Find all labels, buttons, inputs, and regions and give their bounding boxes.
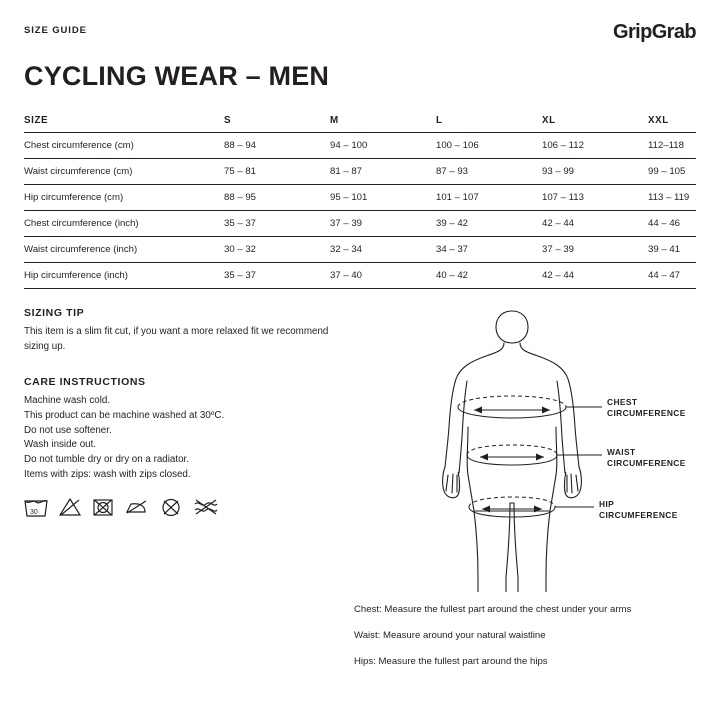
cell: 106 – 112 <box>542 133 648 159</box>
cell: 40 – 42 <box>436 263 542 289</box>
table-row <box>24 159 696 185</box>
left-column <box>24 307 354 681</box>
cell: 100 – 106 <box>436 133 542 159</box>
row-label: Hip circumference (inch) <box>24 263 224 289</box>
page-header <box>24 22 696 48</box>
cell: 44 – 47 <box>648 263 696 289</box>
lower-content <box>24 307 696 681</box>
care-line: Do not tumble dry or dry on a radiator. <box>24 454 189 466</box>
measurement-notes <box>354 603 696 669</box>
care-symbols <box>24 497 354 517</box>
care-instructions-block <box>24 376 354 517</box>
sizing-tip-block <box>24 307 354 354</box>
do-not-tumble-dry-icon <box>92 497 114 517</box>
do-not-wring-icon <box>193 497 219 517</box>
brand-logo: GripGrab <box>613 21 696 43</box>
cell: 37 – 39 <box>330 211 436 237</box>
sizing-tip-text: This item is a slim fit cut, if you want a more relaxed fit we recommend sizing up. <box>24 326 329 352</box>
table-row <box>24 211 696 237</box>
column-header: XXL <box>648 108 696 133</box>
cell: 101 – 107 <box>436 185 542 211</box>
machine-wash-30-icon <box>24 497 48 517</box>
body-silhouette-icon <box>412 307 612 592</box>
cell: 39 – 41 <box>648 237 696 263</box>
cell: 32 – 34 <box>330 237 436 263</box>
table-header-row <box>24 108 696 133</box>
care-line: Do not use softener. <box>24 424 112 436</box>
cell: 37 – 40 <box>330 263 436 289</box>
page-kicker: SIZE GUIDE <box>24 25 87 36</box>
measurement-figure <box>354 307 696 597</box>
page-title: CYCLING WEAR – MEN <box>24 61 330 91</box>
cell: 88 – 95 <box>224 185 330 211</box>
cell: 75 – 81 <box>224 159 330 185</box>
care-line: Wash inside out. <box>24 439 97 451</box>
waist-label: WAIST CIRCUMFERENCE <box>607 447 686 468</box>
cell: 112–118 <box>648 133 696 159</box>
cell: 87 – 93 <box>436 159 542 185</box>
column-header: M <box>330 108 436 133</box>
cell: 44 – 46 <box>648 211 696 237</box>
cell: 94 – 100 <box>330 133 436 159</box>
cell: 42 – 44 <box>542 211 648 237</box>
care-line: Items with zips: wash with zips closed. <box>24 468 191 480</box>
column-header: XL <box>542 108 648 133</box>
column-header: L <box>436 108 542 133</box>
right-column <box>354 307 696 681</box>
cell: 95 – 101 <box>330 185 436 211</box>
row-label: Waist circumference (cm) <box>24 159 224 185</box>
chest-label: CHEST CIRCUMFERENCE <box>607 397 686 418</box>
table-row <box>24 237 696 263</box>
row-label: Chest circumference (cm) <box>24 133 224 159</box>
table-row <box>24 133 696 159</box>
cell: 93 – 99 <box>542 159 648 185</box>
column-header: S <box>224 108 330 133</box>
table-row <box>24 263 696 289</box>
cell: 88 – 94 <box>224 133 330 159</box>
care-instructions-lines <box>24 394 354 483</box>
table-row <box>24 185 696 211</box>
cell: 99 – 105 <box>648 159 696 185</box>
measurement-note: Hips: Measure the fullest part around the hips <box>354 656 548 667</box>
cell: 39 – 42 <box>436 211 542 237</box>
cell: 30 – 32 <box>224 237 330 263</box>
sizing-tip-heading: SIZING TIP <box>24 307 85 319</box>
size-table <box>24 108 696 289</box>
do-not-bleach-icon <box>59 497 81 517</box>
svg-text:30: 30 <box>30 508 38 516</box>
care-line: Machine wash cold. <box>24 395 111 406</box>
care-instructions-heading: CARE INSTRUCTIONS <box>24 376 146 388</box>
do-not-dry-clean-icon <box>160 497 182 517</box>
row-label: Chest circumference (inch) <box>24 211 224 237</box>
cell: 35 – 37 <box>224 211 330 237</box>
measurement-note: Waist: Measure around your natural waistline <box>354 630 546 641</box>
cell: 81 – 87 <box>330 159 436 185</box>
cell: 37 – 39 <box>542 237 648 263</box>
column-header: SIZE <box>24 108 224 133</box>
row-label: Hip circumference (cm) <box>24 185 224 211</box>
cell: 35 – 37 <box>224 263 330 289</box>
do-not-iron-icon <box>125 497 149 517</box>
cell: 113 – 119 <box>648 185 696 211</box>
cell: 107 – 113 <box>542 185 648 211</box>
row-label: Waist circumference (inch) <box>24 237 224 263</box>
hip-label: HIP CIRCUMFERENCE <box>599 499 678 520</box>
measurement-note: Chest: Measure the fullest part around the chest under your arms <box>354 604 632 615</box>
cell: 42 – 44 <box>542 263 648 289</box>
cell: 34 – 37 <box>436 237 542 263</box>
care-line: This product can be machine washed at 30ºC. <box>24 409 225 421</box>
